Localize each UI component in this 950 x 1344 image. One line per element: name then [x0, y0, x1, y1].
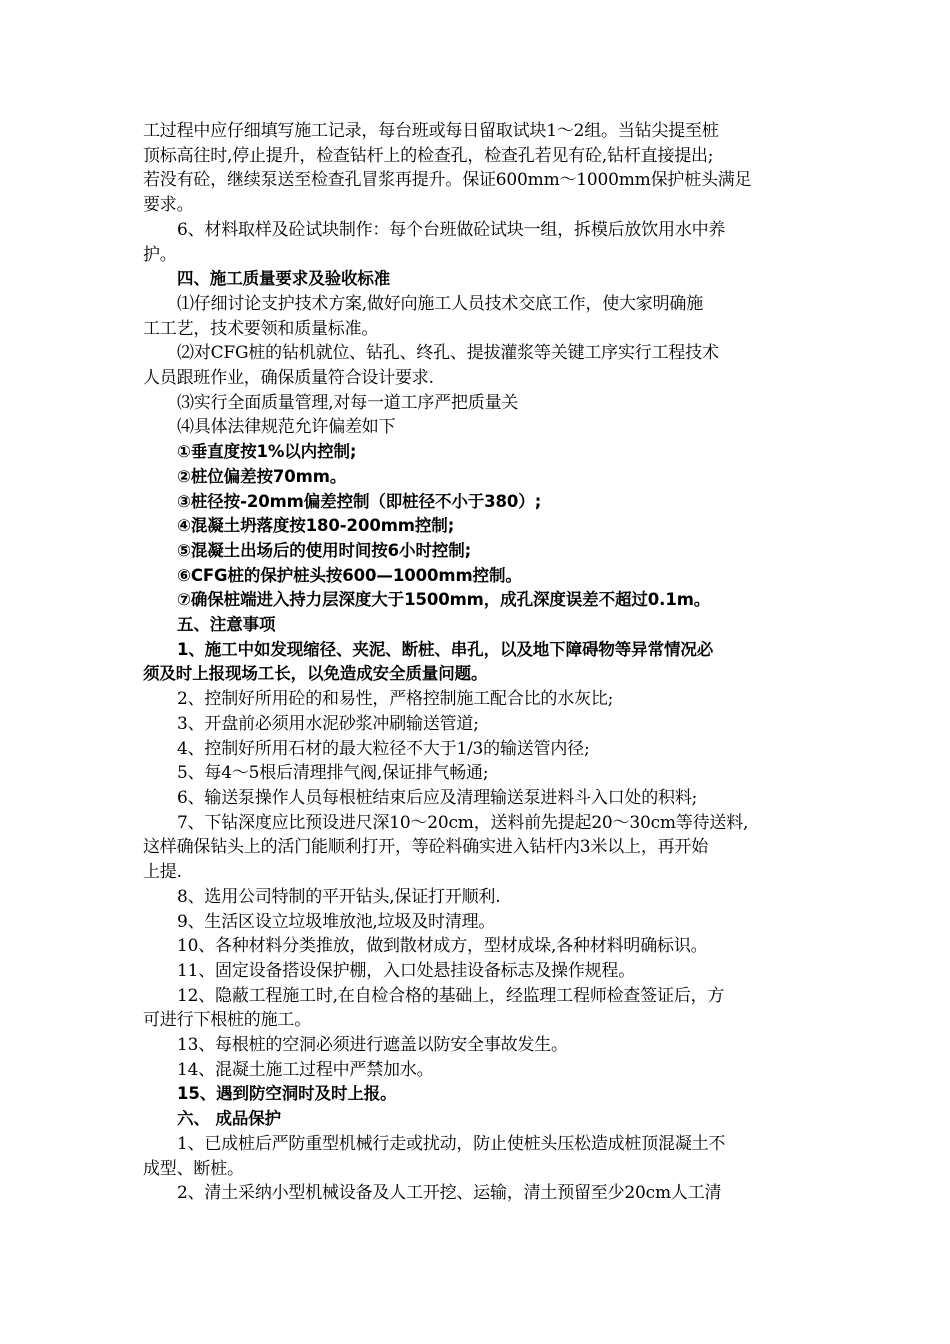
text-line: 11、固定设备搭设保护棚，入口处悬挂设备标志及操作规程。: [177, 960, 636, 981]
bold-text-line: 15、遇到防空洞时及时上报。: [177, 1084, 397, 1104]
text-line: 6、输送泵操作人员每根桩结束后应及清理输送泵进料斗入口处的积料;: [177, 787, 698, 808]
bold-text-line: 五、注意事项: [177, 615, 276, 635]
bold-text-line: 六、 成品保护: [177, 1109, 282, 1129]
text-line: 人员跟班作业，确保质量符合设计要求.: [143, 368, 434, 389]
text-line: 上提.: [143, 862, 182, 883]
bold-text-line: ③桩径按-20mm偏差控制（即桩径不小于380）;: [177, 491, 542, 511]
text-line: ⑷具体法律规范允许偏差如下: [177, 417, 396, 438]
text-line: 顶标高往时,停止提升，检查钻杆上的检查孔，检查孔若见有砼,钻杆直接提出;: [143, 145, 714, 166]
text-line: 7、下钻深度应比预设进尺深10～20cm，送料前先提起20～30cm等待送料,: [177, 812, 749, 833]
text-line: 工过程中应仔细填写施工记录，每台班或每日留取试块1～2组。当钻尖提至桩: [143, 121, 719, 141]
text-line: 8、选用公司特制的平开钻头,保证打开顺利.: [177, 886, 501, 907]
bold-text-line: 四、施工质量要求及验收标准: [177, 269, 391, 289]
text-line: 10、各种材料分类推放，做到散材成方，型材成垛,各种材料明确标识。: [177, 936, 708, 957]
text-line: 14、混凝土施工过程中严禁加水。: [177, 1059, 434, 1080]
text-line: ⑶实行全面质量管理,对每一道工序严把质量关: [177, 392, 519, 413]
bold-text-line: ①垂直度按1%以内控制;: [177, 442, 357, 462]
text-line: 1、已成桩后严防重型机械行走或扰动，防止使桩头压松造成桩顶混凝土不: [177, 1133, 726, 1154]
text-line: 5、每4～5根后清理排气阀,保证排气畅通;: [177, 763, 489, 784]
bold-text-line: ⑦确保桩端进入持力层深度大于1500mm，成孔深度误差不超过0.1m。: [177, 590, 711, 610]
text-line: 若没有砼，继续泵送至检查孔冒浆再提升。保证600mm～1000mm保护桩头满足: [143, 170, 752, 191]
text-line: 2、控制好所用砼的和易性，严格控制施工配合比的水灰比;: [177, 689, 614, 710]
text-line: 护。: [143, 244, 177, 265]
text-line: 可进行下根桩的施工。: [143, 1010, 311, 1031]
bold-text-line: ⑥CFG桩的保护桩头按600—1000mm控制。: [177, 565, 522, 585]
text-line: 工工艺，技术要领和质量标准。: [143, 318, 379, 339]
bold-text-line: 须及时上报现场工长，以免造成安全质量问题。: [143, 664, 488, 684]
text-line: 这样确保钻头上的活门能顺利打开，等砼料确实进入钻杆内3米以上，再开始: [143, 837, 709, 858]
text-line: 4、控制好所用石材的最大粒径不大于1/3的输送管内径;: [177, 738, 590, 759]
bold-text-line: 1、施工中如发现缩径、夹泥、断桩、串孔，以及地下障碍物等异常情况必: [177, 639, 714, 659]
text-line: ⑵对CFG桩的钻机就位、钻孔、终孔、提拔灌浆等关键工序实行工程技术: [177, 343, 719, 364]
text-line: 13、每根桩的空洞必须进行遮盖以防安全事故发生。: [177, 1035, 568, 1056]
text-line: 3、开盘前必须用水泥砂浆冲刷输送管道;: [177, 713, 479, 734]
text-line: 2、清土采纳小型机械设备及人工开挖、运输，清土预留至少20cm人工清: [177, 1183, 722, 1204]
text-line: ⑴仔细讨论支护技术方案,做好向施工人员技术交底工作，使大家明确施: [177, 293, 704, 314]
text-line: 6、材料取样及砼试块制作：每个台班做砼试块一组，拆模后放饮用水中养: [177, 219, 726, 240]
text-line: 成型、断桩。: [143, 1158, 244, 1179]
document-page: [143, 119, 811, 1206]
bold-text-line: ②桩位偏差按70mm。: [177, 466, 347, 486]
text-line: 9、生活区设立垃圾堆放池,垃圾及时清理。: [177, 911, 496, 932]
text-line: 12、隐蔽工程施工时,在自检合格的基础上，经监理工程师检查签证后，方: [177, 985, 725, 1006]
bold-text-line: ④混凝土坍落度按180-200mm控制;: [177, 516, 455, 536]
text-line: 要求。: [143, 195, 194, 216]
bold-text-line: ⑤混凝土出场后的使用时间按6小时控制;: [177, 540, 472, 560]
